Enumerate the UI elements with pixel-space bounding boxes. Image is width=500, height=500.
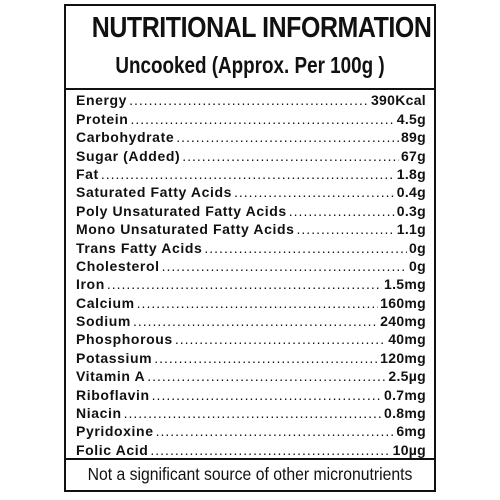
nutrient-name: Niacin (76, 405, 122, 422)
nutrient-name: Riboflavin (76, 386, 150, 403)
nutrient-value: 1.8g (396, 165, 426, 182)
nutrient-row-phosphorous (76, 329, 426, 347)
nutrient-value: 120mg (380, 349, 426, 366)
nutrient-name: Energy (76, 92, 128, 109)
leader-dots (162, 258, 407, 274)
leader-dots (107, 276, 382, 292)
nutrient-value: 390Kcal (370, 92, 426, 109)
nutrient-row-sodium (76, 311, 426, 329)
leader-dots (175, 331, 386, 347)
nutrient-name: Vitamin A (76, 368, 146, 385)
nutrient-row-mono-unsaturated-fatty-acids (76, 219, 426, 237)
label-subtitle: Uncooked (Approx. Per 100g ) (115, 52, 385, 78)
leader-dots (297, 221, 395, 237)
nutrient-name: Mono Unsaturated Fatty Acids (76, 221, 295, 238)
nutrient-row-sugar (76, 145, 426, 163)
nutrient-name: Calcium (76, 294, 135, 311)
nutrient-name: Saturated Fatty Acids (76, 184, 233, 201)
nutrient-row-potassium (76, 347, 426, 365)
nutrient-name: Poly Unsaturated Fatty Acids (76, 202, 287, 219)
nutrient-name: Potassium (76, 349, 153, 366)
nutrient-name: Iron (76, 276, 105, 293)
nutrient-row-riboflavin (76, 384, 426, 402)
nutrient-name: Folic Acid (76, 441, 149, 458)
nutrient-name: Fat (76, 165, 99, 182)
nutrient-name: Carbohydrate (76, 129, 175, 146)
nutrient-value: 0g (409, 239, 426, 256)
nutrient-row-calcium (76, 292, 426, 310)
nutrient-value: 10µg (392, 441, 426, 458)
nutrient-name: Sodium (76, 313, 131, 330)
nutrient-value: 0.8mg (384, 405, 426, 422)
nutrient-row-vitamin-a (76, 366, 426, 384)
nutrient-value: 160mg (380, 294, 426, 311)
nutrient-value: 40mg (388, 331, 426, 348)
nutrient-row-protein (76, 108, 426, 126)
leader-dots (154, 350, 378, 366)
leader-dots (156, 423, 395, 439)
nutrient-row-fat (76, 164, 426, 182)
nutrition-label (64, 4, 436, 492)
nutrient-row-folic-acid (76, 439, 426, 457)
leader-dots (152, 387, 382, 403)
nutrient-value: 6mg (396, 423, 426, 440)
nutrient-value: 0g (409, 257, 426, 274)
label-footer-note: Not a significant source of other micronutrients (87, 464, 413, 484)
nutrient-value: 0.4g (396, 184, 426, 201)
leader-dots (204, 240, 407, 256)
nutrient-value: 1.1g (396, 221, 426, 238)
nutrient-value: 0.7mg (384, 386, 426, 403)
leader-dots (124, 405, 382, 421)
nutrient-value: 67g (400, 147, 426, 164)
nutrient-row-cholesterol (76, 256, 426, 274)
nutrient-value: 89g (400, 129, 426, 146)
nutrient-row-iron (76, 274, 426, 292)
leader-dots (150, 442, 390, 458)
nutrient-row-pyridoxine (76, 421, 426, 439)
leader-dots (234, 184, 395, 200)
leader-dots (130, 111, 394, 127)
nutrient-name: Phosphorous (76, 331, 173, 348)
nutrient-value: 240mg (380, 313, 426, 330)
nutrient-name: Pyridoxine (76, 423, 154, 440)
nutrient-name: Cholesterol (76, 257, 160, 274)
leader-dots (182, 148, 399, 164)
leader-dots (176, 129, 399, 145)
nutrient-row-poly-unsaturated-fatty-acids (76, 200, 426, 218)
bottom-divider (66, 458, 434, 460)
nutrient-row-carbohydrate (76, 127, 426, 145)
nutrient-row-trans-fatty-acids (76, 237, 426, 255)
nutrient-name: Sugar (Added) (76, 147, 181, 164)
nutrient-value: 4.5g (396, 110, 426, 127)
nutrient-value: 2.5µg (388, 368, 426, 385)
nutrient-value: 1.5mg (384, 276, 426, 293)
nutrient-name: Trans Fatty Acids (76, 239, 203, 256)
leader-dots (137, 295, 378, 311)
leader-dots (129, 92, 369, 108)
label-title: NUTRITIONAL INFORMATION (91, 12, 432, 44)
nutrient-row-niacin (76, 403, 426, 421)
leader-dots (147, 368, 386, 384)
leader-dots (101, 166, 395, 182)
nutrient-name: Protein (76, 110, 129, 127)
nutrient-value: 0.3g (396, 202, 426, 219)
leader-dots (289, 203, 395, 219)
leader-dots (133, 313, 378, 329)
nutrient-row-saturated-fatty-acids (76, 182, 426, 200)
nutrient-row-energy (76, 90, 426, 108)
nutrient-list (76, 90, 426, 458)
